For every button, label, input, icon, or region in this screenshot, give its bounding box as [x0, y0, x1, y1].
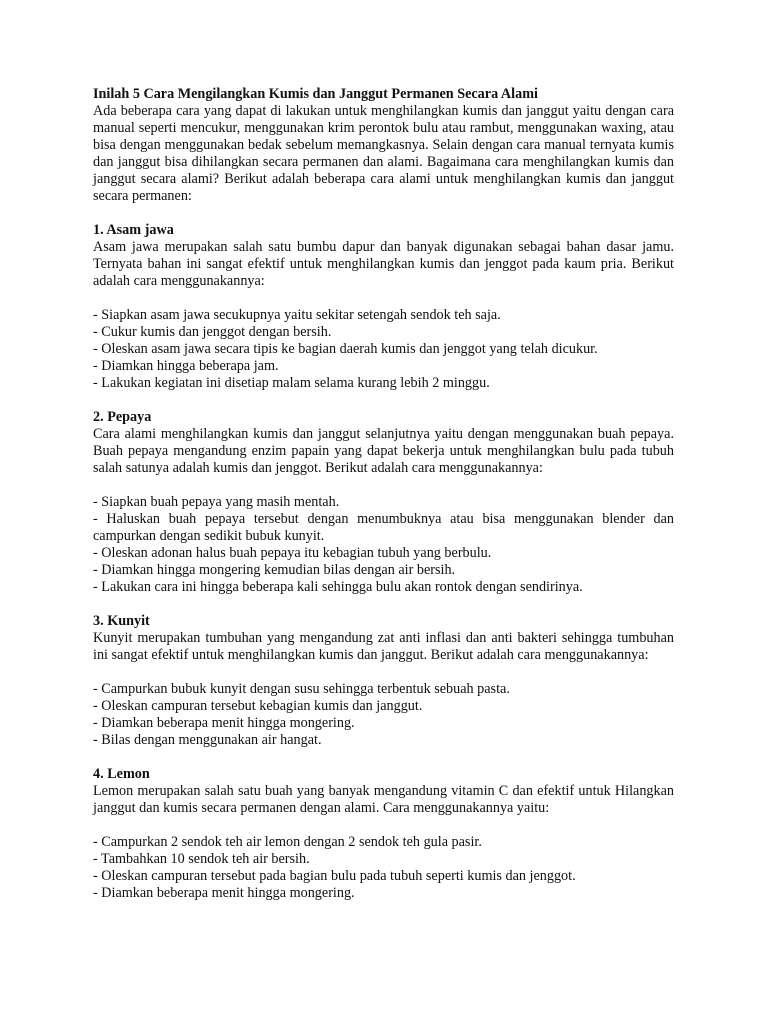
steps-list	[93, 681, 674, 749]
step-item: - Diamkan hingga beberapa jam.	[93, 358, 279, 374]
steps-list	[93, 494, 674, 596]
section-description: Lemon merupakan salah satu buah yang banyak mengandung vitamin C dan efektif untuk Hilangkan janggut dan kumis secara permanen dengan alami. Cara menggunakannya yaitu:	[93, 783, 674, 816]
step-item: - Campurkan 2 sendok teh air lemon dengan 2 sendok teh gula pasir.	[93, 834, 482, 850]
section-description: Kunyit merupakan tumbuhan yang mengandung zat anti inflasi dan anti bakteri sehingga tumbuhan ini sangat efektif untuk menghilangkan kumis dan janggut. Berikut adalah cara menggunakannya:	[93, 630, 674, 663]
step-item: - Haluskan buah pepaya tersebut dengan menumbuknya atau bisa menggunakan blender dan campurkan dengan sedikit bubuk kunyit.	[93, 511, 674, 544]
step-item: - Cukur kumis dan jenggot dengan bersih.	[93, 324, 332, 340]
section-pepaya	[93, 409, 674, 596]
intro-paragraph: Ada beberapa cara yang dapat di lakukan untuk menghilangkan kumis dan janggut yaitu dengan cara manual seperti mencukur, menggunakan krim perontok bulu atau rambut, menggunakan waxing, atau bisa dengan menggunakan bedak sebelum memangkasnya. Selain dengan cara manual ternyata kumis dan janggut bisa dihilangkan secara permanen dan alami. Bagaimana cara menghilangkan kumis dan janggut secara alami? Berikut adalah beberapa cara alami untuk menghilangkan kumis dan janggut secara permanen:	[93, 103, 674, 204]
document-title: Inilah 5 Cara Mengilangkan Kumis dan Janggut Permanen Secara Alami	[93, 86, 538, 102]
step-item: - Lakukan cara ini hingga beberapa kali sehingga bulu akan rontok dengan sendirinya.	[93, 579, 583, 595]
step-item: - Oleskan asam jawa secara tipis ke bagian daerah kumis dan jenggot yang telah dicukur.	[93, 341, 598, 357]
step-item: - Tambahkan 10 sendok teh air bersih.	[93, 851, 310, 867]
step-item: - Siapkan buah pepaya yang masih mentah.	[93, 494, 340, 510]
step-item: - Oleskan adonan halus buah pepaya itu kebagian tubuh yang berbulu.	[93, 545, 492, 561]
step-item: - Oleskan campuran tersebut kebagian kumis dan janggut.	[93, 698, 423, 714]
step-item: - Bilas dengan menggunakan air hangat.	[93, 732, 322, 748]
section-description: Asam jawa merupakan salah satu bumbu dapur dan banyak digunakan sebagai bahan dasar jamu. Ternyata bahan ini sangat efektif untuk menghilangkan kumis dan jenggot pada kaum pria. Berikut adalah cara menggunakannya:	[93, 239, 674, 289]
step-item: - Diamkan beberapa menit hingga mongering.	[93, 885, 355, 901]
steps-list	[93, 834, 674, 902]
step-item: - Campurkan bubuk kunyit dengan susu sehingga terbentuk sebuah pasta.	[93, 681, 510, 697]
section-asam-jawa	[93, 222, 674, 392]
section-heading: 3. Kunyit	[93, 613, 150, 629]
step-item: - Oleskan campuran tersebut pada bagian bulu pada tubuh seperti kumis dan jenggot.	[93, 868, 576, 884]
section-description: Cara alami menghilangkan kumis dan janggut selanjutnya yaitu dengan menggunakan buah pepaya. Buah pepaya mengandung enzim papain yang dapat bekerja untuk menghilangkan bulu pada tubuh salah satunya adalah kumis dan jenggot. Berikut adalah cara menggunakannya:	[93, 426, 674, 476]
steps-list	[93, 307, 674, 392]
section-heading: 1. Asam jawa	[93, 222, 174, 238]
document-page	[93, 86, 674, 902]
section-lemon	[93, 766, 674, 902]
section-kunyit	[93, 613, 674, 749]
step-item: - Siapkan asam jawa secukupnya yaitu sekitar setengah sendok teh saja.	[93, 307, 501, 323]
step-item: - Lakukan kegiatan ini disetiap malam selama kurang lebih 2 minggu.	[93, 375, 490, 391]
step-item: - Diamkan beberapa menit hingga mongering.	[93, 715, 355, 731]
step-item: - Diamkan hingga mongering kemudian bilas dengan air bersih.	[93, 562, 456, 578]
section-heading: 2. Pepaya	[93, 409, 152, 425]
section-heading: 4. Lemon	[93, 766, 150, 782]
